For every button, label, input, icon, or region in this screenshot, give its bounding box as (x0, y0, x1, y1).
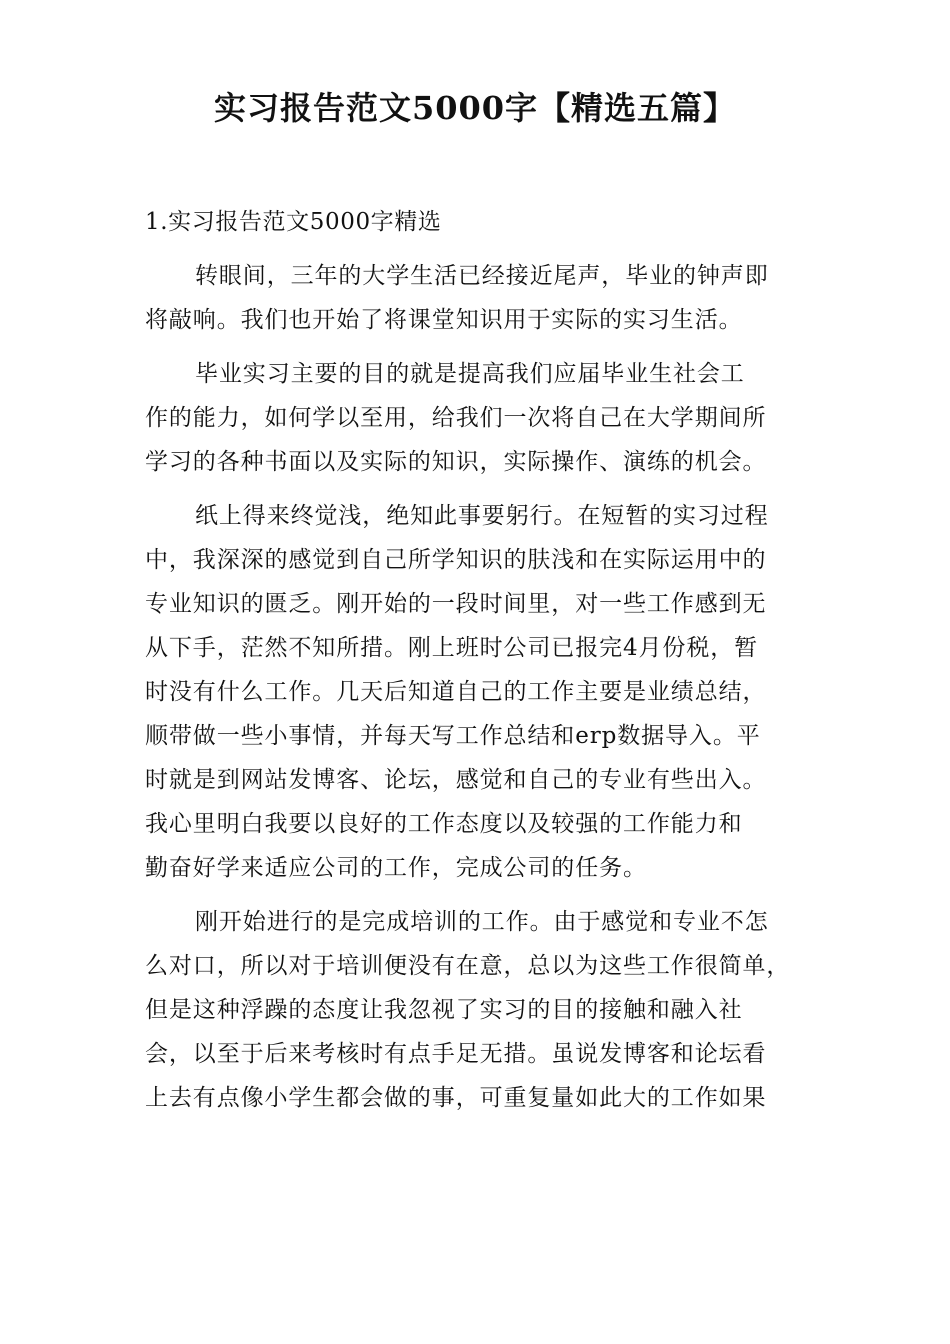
text-line: 中，我深深的感觉到自己所学知识的肤浅和在实际运用中的 (145, 547, 767, 573)
text-line: 上去有点像小学生都会做的事，可重复量如此大的工作如果 (145, 1085, 767, 1111)
text-line: 专业知识的匮乏。刚开始的一段时间里，对一些工作感到无 (145, 591, 767, 617)
text-line: 会，以至于后来考核时有点手足无措。虽说发博客和论坛看 (145, 1041, 767, 1067)
document-body (145, 200, 810, 1120)
text-line: 纸上得来终觉浅，绝知此事要躬行。在短暂的实习过程 (195, 503, 769, 529)
section-heading: 1.实习报告范文5000字精选 (145, 209, 442, 235)
text-line: 作的能力，如何学以至用，给我们一次将自己在大学期间所 (145, 405, 767, 431)
text-line: 刚开始进行的是完成培训的工作。由于感觉和专业不怎 (195, 909, 769, 935)
document-title: 实习报告范文5000字【精选五篇】 (213, 89, 737, 127)
text-line: 勤奋好学来适应公司的工作，完成公司的任务。 (145, 855, 647, 881)
text-line: 时没有什么工作。几天后知道自己的工作主要是业绩总结， (145, 679, 767, 705)
text-line: 我心里明白我要以良好的工作态度以及较强的工作能力和 (145, 811, 743, 837)
text-line: 将敲响。我们也开始了将课堂知识用于实际的实习生活。 (145, 307, 743, 333)
text-line: 毕业实习主要的目的就是提高我们应届毕业生社会工 (195, 361, 745, 387)
text-line: 么对口，所以对于培训便没有在意，总以为这些工作很简单， (145, 953, 791, 979)
text-line: 转眼间，三年的大学生活已经接近尾声，毕业的钟声即 (195, 263, 769, 289)
text-line: 时就是到网站发博客、论坛，感觉和自己的专业有些出入。 (145, 767, 767, 793)
text-line: 从下手，茫然不知所措。刚上班时公司已报完4月份税，暂 (145, 635, 759, 661)
text-line: 顺带做一些小事情，并每天写工作总结和erp数据导入。平 (145, 723, 761, 749)
text-line: 学习的各种书面以及实际的知识，实际操作、演练的机会。 (145, 449, 767, 475)
text-line: 但是这种浮躁的态度让我忽视了实习的目的接触和融入社 (145, 997, 743, 1023)
